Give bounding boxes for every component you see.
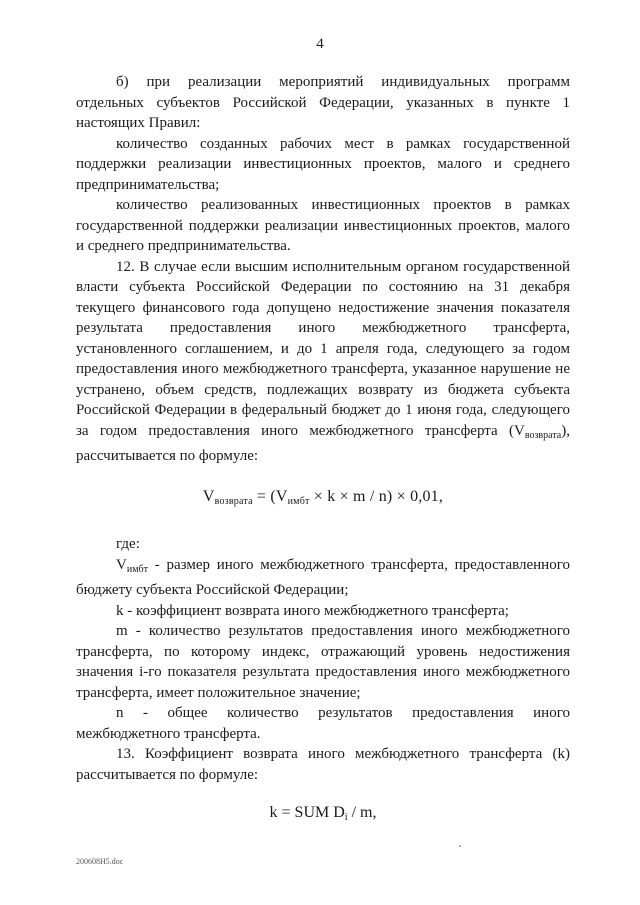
formula2-lhs: k = SUM D — [269, 804, 345, 821]
definition-text: - размер иного межбюджетного трансферта, предоставленного бюджету субъекта Российской Федерации; — [76, 556, 570, 598]
paragraph-projects: количество реализованных инвестиционных проектов в рамках государственной поддержки реализации инвестиционных проектов, малого и среднего предпринимательства. — [76, 197, 570, 254]
v-return-symbol: V — [513, 422, 525, 439]
v-return-subscript: возврата — [524, 429, 562, 441]
document-body — [76, 72, 570, 829]
definition-k — [76, 601, 570, 622]
formula1-lhs-v: V — [202, 487, 215, 505]
page-number: 4 — [316, 36, 324, 52]
formula1-rest: × k × m / n) × 0,01, — [309, 487, 444, 505]
formula2-sub: i — [344, 812, 348, 823]
formula-coefficient — [76, 803, 570, 829]
formula1-imbt-sub: имбт — [287, 495, 310, 507]
definition-m — [76, 621, 570, 703]
formula1-lhs-sub: возврата — [214, 495, 253, 507]
definition-v-imbt — [76, 555, 570, 601]
definition-subscript: имбт — [126, 563, 148, 575]
definition-symbol: k — [116, 602, 124, 619]
paragraph-13: 13. Коэффициент возврата иного межбюджетного трансферта (k) рассчитывается по формуле: — [76, 746, 570, 783]
definition-text: - коэффициент возврата иного межбюджетного трансферта; — [123, 602, 509, 619]
definition-symbol: V — [116, 556, 127, 573]
footer-filename: 200608H5.doc — [76, 857, 124, 866]
where-label: где: — [116, 536, 140, 552]
scan-dot — [459, 845, 461, 847]
paragraph-12-text: 12. В случае если высшим исполнительным органом государственной власти субъекта Российской Федерации по состоянию на 31 декабря текущего финансового года допущено недостижение значения показателя результата предоставления иного межбюджетного трансферта, установленного соглашением, и до 1 апреля года, следующего за годом предоставления иного межбюджетного трансферта, указанное нарушение не устранено, объем средств, подлежащих возврату из бюджета субъекта Российской Федерации в федеральный бюджет до 1 июня года, следующего за годом предоставления иного межбюджетного трансферта — [76, 258, 570, 439]
definition-text: - количество результатов предоставления иного межбюджетного трансферта, по которому индекс, отражающий уровень недостижения значения i-го показателя результата предоставления иного межбюджетного трансферта, имеет положительное значение; — [76, 623, 570, 701]
paragraph-12: 12. В случае если высшим исполнительным органом государственной власти субъекта Российской Федерации по состоянию на 31 декабря текущего финансового года допущено недостижение значения показателя результата предоставления иного межбюджетного трансферта, установленного соглашением, и до 1 апреля года, следующего за годом предоставления иного межбюджетного трансферта, указанное нарушение не устранено, объем средств, подлежащих возврату из бюджета субъекта Российской Федерации в федеральный бюджет до 1 июня года, следующего за годом предоставления иного межбюджетного трансферта $(V_{возврата})$, рассчитывается по формуле: — [76, 258, 570, 464]
paragraph-jobs: количество созданных рабочих мест в рамках государственной поддержки реализации инвестиционных проектов, малого и среднего предпринимательства; — [76, 135, 570, 193]
paragraph-12-tail: ), рассчитывается по формуле: — [76, 422, 570, 464]
definition-symbol: m — [116, 623, 128, 639]
definition-symbol: n — [116, 705, 124, 721]
formula1-eq: = (V — [252, 487, 288, 505]
paragraph-b: б) при реализации мероприятий индивидуальных программ отдельных субъектов Российской Федерации, указанных в пункте 1 настоящих Правил: — [76, 74, 570, 131]
formula2-rest: / m, — [347, 804, 377, 821]
formula-return-volume — [76, 487, 570, 513]
definition-n — [76, 703, 570, 744]
definition-text: - общее количество результатов предоставления иного межбюджетного трансферта. — [76, 705, 570, 742]
